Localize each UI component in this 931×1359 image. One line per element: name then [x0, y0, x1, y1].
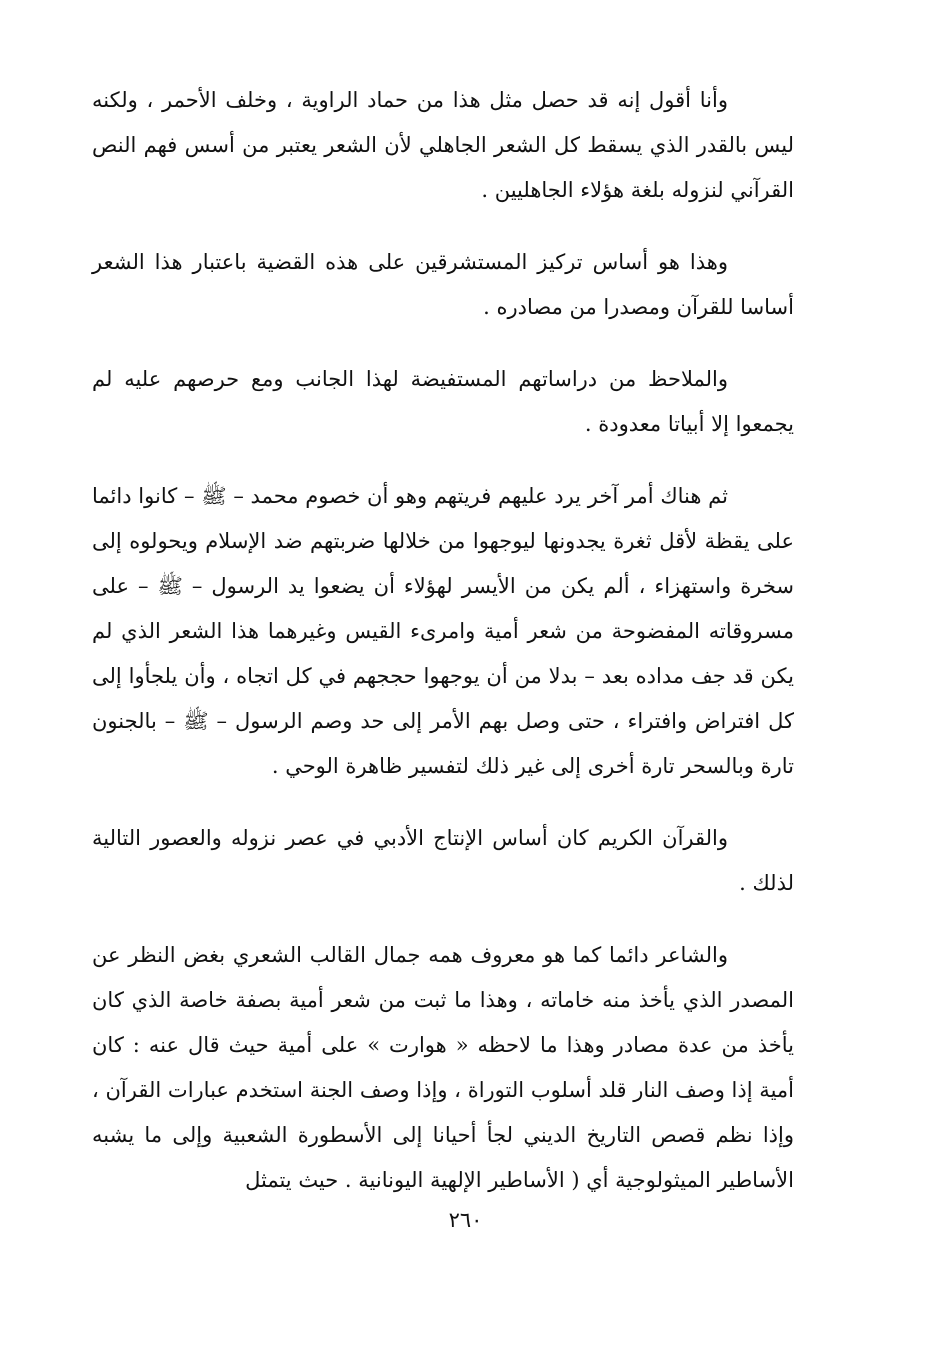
paragraph-3: والملاحظ من دراساتهم المستفيضة لهذا الجانب ومع حرصهم عليه لم يجمعوا إلا أبياتا معدودة . [92, 367, 794, 436]
page-number: ٢٦٠ [448, 1208, 483, 1232]
paragraph-5: والقرآن الكريم كان أساس الإنتاج الأدبي في عصر نزوله والعصور التالية لذلك . [92, 826, 794, 895]
paragraph-1: وأنا أقول إنه قد حصل مثل هذا من حماد الراوية ، وخلف الأحمر ، ولكنه ليس بالقدر الذي يسقط كل الشعر الجاهلي لأن الشعر يعتبر من أسس فهم النص القرآني لنزوله بلغة هؤلاء الجاهليين . [92, 88, 794, 202]
body-text [92, 78, 794, 1230]
paragraph-6: والشاعر دائما كما هو معروف همه جمال القالب الشعري بغض النظر عن المصدر الذي يأخذ منه خاماته ، وهذا ما ثبت من شعر أمية بصفة خاصة الذي كان يأخذ من عدة مصادر وهذا ما لاحظه « هوارت » على أمية حيث قال عنه : كان أمية إذا وصف النار قلد أسلوب التوراة ، وإذا وصف الجنة استخدم عبارات القرآن ، وإذا نظم قصص التاريخ الديني لجأ أحيانا إلى الأسطورة الشعبية وإلى ما يشبه الأساطير الميثولوجية أي ( الأساطير الإلهية اليونانية . حيث يتمثل [92, 943, 794, 1192]
paragraph-2: وهذا هو أساس تركيز المستشرقين على هذه القضية باعتبار هذا الشعر أساسا للقرآن ومصدرا من مصادره . [92, 250, 794, 319]
paragraph-4: ثم هناك أمر آخر يرد عليهم فريتهم وهو أن خصوم محمد – ﷺ – كانوا دائما على يقظة لأقل ثغرة يجدونها ليوجهوا من خلالها ضربتهم ضد الإسلام ويحولوه إلى سخرة واستهزاء ، ألم يكن من الأيسر لهؤلاء أن يضعوا يد الرسول – ﷺ – على مسروقاته المفضوحة من شعر أمية وامرىء القيس وغيرهما هذا الشعر الذي لم يكن قد جف مداده بعد – بدلا من أن يوجهوا حججهم في كل اتجاه ، وأن يلجأوا إلى كل افتراض وافتراء ، حتى وصل بهم الأمر إلى حد وصم الرسول – ﷺ – بالجنون تارة وبالسحر تارة أخرى إلى غير ذلك لتفسير ظاهرة الوحي . [92, 484, 794, 778]
